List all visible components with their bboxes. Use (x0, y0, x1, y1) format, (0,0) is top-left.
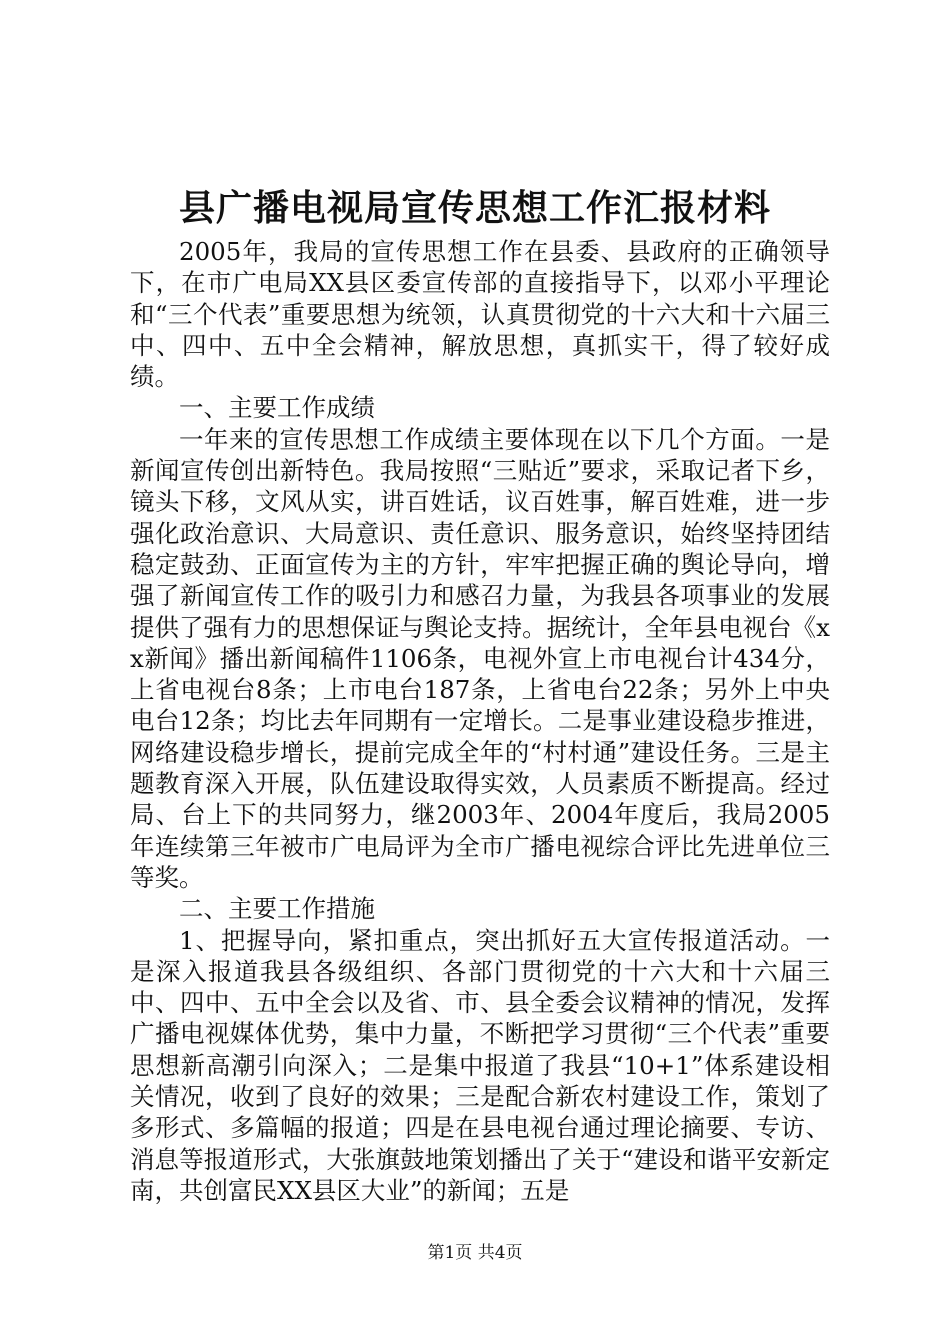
section-heading-measures: 二、主要工作措施 (179, 894, 375, 924)
paragraph-measures: 1、把握导向，紧扣重点，突出抓好五大宣传报道活动。一是深入报道我县各级组织、各部门贯彻党的十六大和十六届三中、四中、五中全会以及省、市、县全委会议精神的情况，发挥广播电视媒体优势，集中力量，不断把学习贯彻“三个代表”重要思想新高潮引向深入；二是集中报道了我县“10+1”体系建设相关情况，收到了良好的效果；三是配合新农村建设工作，策划了多形式、多篇幅的报道；四是在县电视台通过理论摘要、专访、消息等报道形式，大张旗鼓地策划播出了关于“建设和谐平安新定南，共创富民XX县区大业”的新闻；五是 (130, 925, 830, 1205)
page-footer: 第1页 共4页 (427, 1243, 523, 1263)
document-body (130, 236, 830, 1206)
document-title: 县广播电视局宣传思想工作汇报材料 (178, 187, 771, 229)
section-heading-achievements: 一、主要工作成绩 (179, 393, 375, 423)
paragraph-intro: 2005年，我局的宣传思想工作在县委、县政府的正确领导下，在市广电局XX县区委宣传部的直接指导下，以邓小平理论和“三个代表”重要思想为统领，认真贯彻党的十六大和十六届三中、四中、五中全会精神，解放思想，真抓实干，得了较好成绩。 (130, 237, 830, 392)
paragraph-achievements: 一年来的宣传思想工作成绩主要体现在以下几个方面。一是新闻宣传创出新特色。我局按照“三贴近”要求，采取记者下乡，镜头下移，文风从实，讲百姓话，议百姓事，解百姓难，进一步强化政治意识、大局意识、责任意识、服务意识，始终坚持团结稳定鼓劲、正面宣传为主的方针，牢牢把握正确的舆论导向，增强了新闻宣传工作的吸引力和感召力量，为我县各项事业的发展提供了强有力的思想保证与舆论支持。据统计，全年县电视台《xx新闻》播出新闻稿件1106条，电视外宣上市电视台计434分，上省电视台8条；上市电台187条，上省电台22条；另外上中央电台12条；均比去年同期有一定增长。二是事业建设稳步推进，网络建设稳步增长，提前完成全年的“村村通”建设任务。三是主题教育深入开展，队伍建设取得实效，人员素质不断提高。经过局、台上下的共同努力，继2003年、2004年度后，我局2005年连续第三年被市广电局评为全市广播电视综合评比先进单位三等奖。 (130, 424, 830, 892)
